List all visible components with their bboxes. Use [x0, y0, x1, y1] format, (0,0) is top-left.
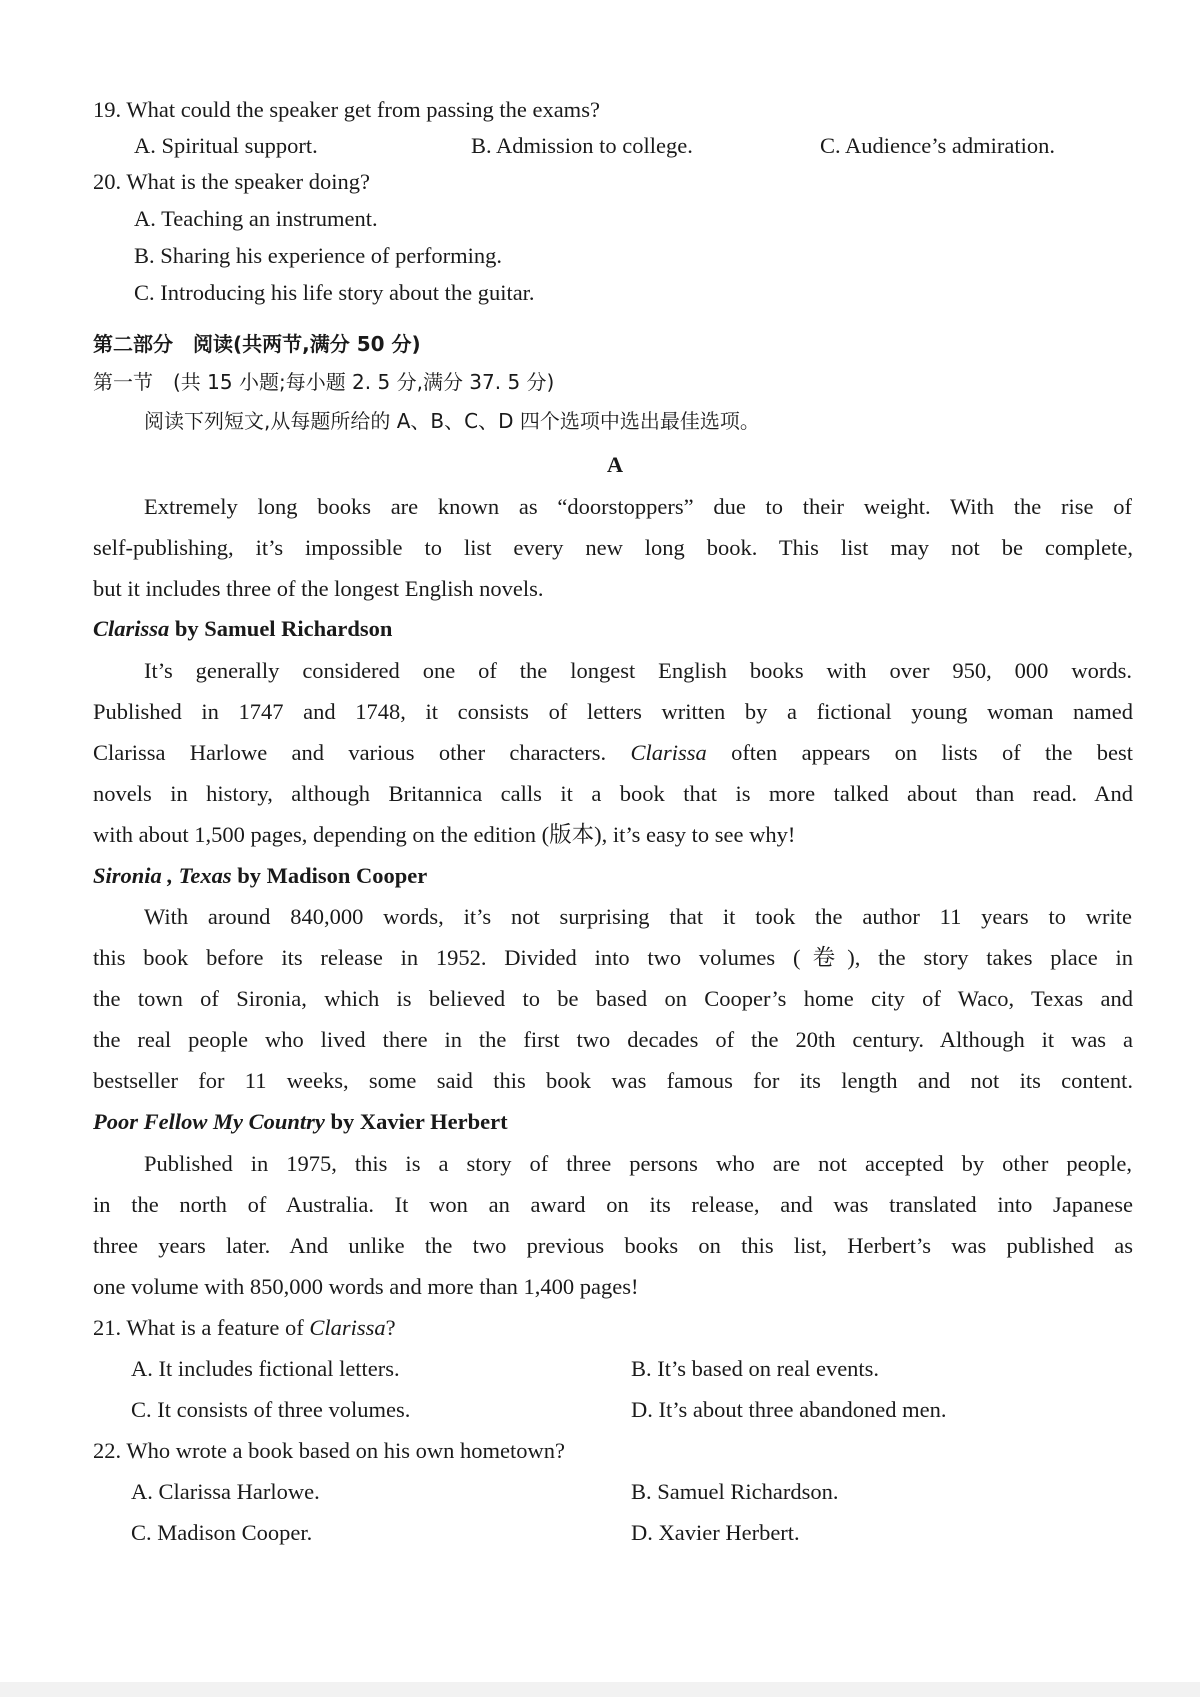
- book3-heading: [93, 1107, 508, 1137]
- question-19-option-c: C. Audience’s admiration.: [820, 133, 1055, 158]
- section1-heading: 第一节 (共 15 小题;每小题 2. 5 分,满分 37. 5 分): [93, 370, 555, 394]
- book1-line-3-title: Clarissa: [630, 740, 707, 765]
- intro-line-3: but it includes three of the longest English novels.: [93, 576, 544, 601]
- question-20-option-b: B. Sharing his experience of performing.: [134, 243, 503, 268]
- book1-line-5: with about 1,500 pages, depending on the edition (版本), it’s easy to see why!: [93, 822, 796, 847]
- book2-line-5: bestseller for 11 weeks, some said this book was famous for its length and not its content.: [93, 1068, 1133, 1093]
- question-21-option-b: B. It’s based on real events.: [631, 1356, 880, 1381]
- book2-title: Sironia , Texas: [93, 863, 232, 888]
- book1-line-4: novels in history, although Britannica calls it a book that is more talked about than read. And: [93, 781, 1133, 806]
- question-21-stem-post: ?: [385, 1315, 396, 1340]
- book3-line-4: one volume with 850,000 words and more than 1,400 pages!: [93, 1274, 639, 1299]
- question-21-stem: [93, 1313, 396, 1343]
- question-21-option-a: A. It includes fictional letters.: [131, 1356, 400, 1381]
- book3-title: Poor Fellow My Country: [93, 1109, 325, 1134]
- question-19-stem: 19. What could the speaker get from passing the exams?: [93, 97, 600, 122]
- book1-line-3-pre: Clarissa Harlowe and various other characters.: [93, 740, 607, 765]
- question-21-stem-pre: 21. What is a feature of: [93, 1315, 310, 1340]
- book1-author: by Samuel Richardson: [169, 616, 393, 641]
- question-21-option-c: C. It consists of three volumes.: [131, 1397, 411, 1422]
- book1-line-3-post: often appears on lists of the best: [731, 740, 1134, 765]
- question-20-stem: 20. What is the speaker doing?: [93, 169, 371, 194]
- book3-line-3: three years later. And unlike the two previous books on this list, Herbert’s was published as: [93, 1233, 1133, 1258]
- book3-author: by Xavier Herbert: [324, 1109, 508, 1134]
- book1-title: Clarissa: [93, 616, 170, 641]
- book1-heading: [93, 614, 392, 644]
- passage-letter: A: [606, 452, 624, 477]
- part2-heading: 第二部分 阅读(共两节,满分 50 分): [93, 332, 421, 356]
- page-bottom-band: [0, 1682, 1200, 1697]
- question-22-option-c: C. Madison Cooper.: [131, 1520, 313, 1545]
- book3-line-1: Published in 1975, this is a story of three persons who are not accepted by other people,: [144, 1151, 1132, 1176]
- intro-line-2: self-publishing, it’s impossible to list every new long book. This list may not be complete,: [93, 535, 1133, 560]
- question-19-option-b: B. Admission to college.: [471, 133, 693, 158]
- question-19-option-a: A. Spiritual support.: [134, 133, 318, 158]
- question-20-option-c: C. Introducing his life story about the guitar.: [134, 280, 535, 305]
- book3-line-2: in the north of Australia. It won an award on its release, and was translated into Japanese: [93, 1192, 1133, 1217]
- question-22-option-d: D. Xavier Herbert.: [631, 1520, 800, 1545]
- question-20-option-a: A. Teaching an instrument.: [134, 206, 378, 231]
- reading-instruction: 阅读下列短文,从每题所给的 A、B、C、D 四个选项中选出最佳选项。: [144, 409, 760, 433]
- book2-line-4: the real people who lived there in the first two decades of the 20th century. Although it was a: [93, 1027, 1133, 1052]
- book1-line-2: Published in 1747 and 1748, it consists of letters written by a fictional young woman named: [93, 699, 1133, 724]
- question-22-option-b: B. Samuel Richardson.: [631, 1479, 839, 1504]
- book2-author: by Madison Cooper: [231, 863, 428, 888]
- book1-line-1: It’s generally considered one of the longest English books with over 950, 000 words.: [144, 658, 1132, 683]
- question-22-stem: 22. Who wrote a book based on his own hometown?: [93, 1438, 566, 1463]
- question-21-option-d: D. It’s about three abandoned men.: [631, 1397, 947, 1422]
- question-22-option-a: A. Clarissa Harlowe.: [131, 1479, 320, 1504]
- book2-line-1: With around 840,000 words, it’s not surprising that it took the author 11 years to write: [144, 904, 1132, 929]
- book2-line-3: the town of Sironia, which is believed to be based on Cooper’s home city of Waco, Texas and: [93, 986, 1133, 1011]
- intro-line-1: Extremely long books are known as “doorstoppers” due to their weight. With the rise of: [144, 494, 1132, 519]
- book2-heading: [93, 861, 427, 891]
- book2-line-2: this book before its release in 1952. Divided into two volumes (卷), the story takes place in: [93, 945, 1133, 970]
- book1-line-3: [93, 738, 1133, 768]
- question-21-stem-title: Clarissa: [309, 1315, 386, 1340]
